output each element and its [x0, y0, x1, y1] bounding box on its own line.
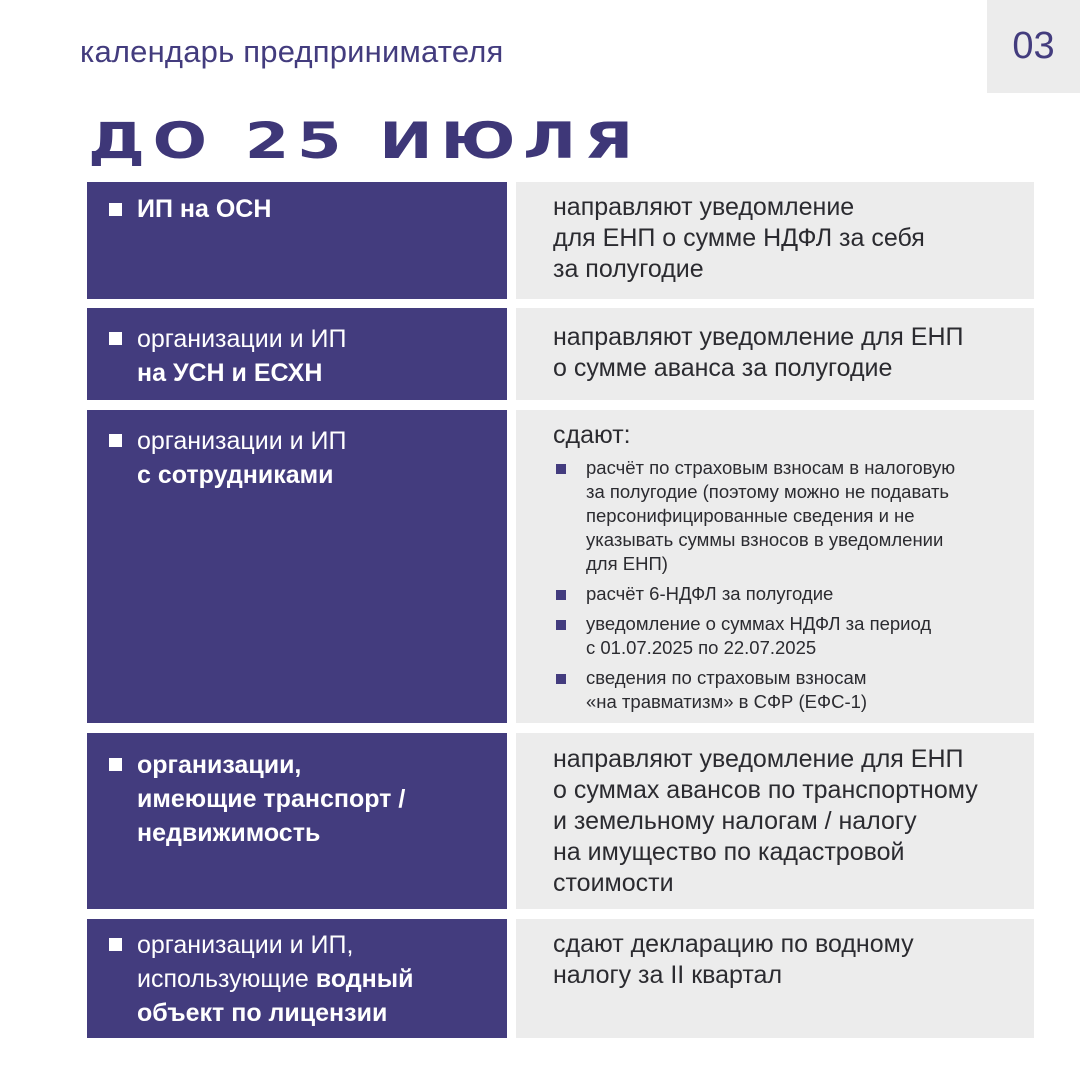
bullet-square-icon [109, 434, 122, 447]
category-cell [87, 308, 507, 400]
description-line: на имущество по кадастровой [553, 838, 905, 866]
page-number-box [987, 0, 1080, 93]
table-row [87, 919, 1034, 1038]
category-text [137, 322, 495, 390]
category-bold: объект по лицензии [137, 999, 388, 1027]
list-item-line: указывать суммы взносов в уведомлении [586, 529, 944, 550]
category-text [137, 748, 495, 850]
category-bold: ИП на ОСН [137, 195, 272, 223]
description-heading: сдают: [553, 421, 631, 449]
list-item [553, 612, 1022, 660]
description-text [553, 322, 1022, 384]
category-normal: использующие [137, 965, 316, 993]
description-text [553, 744, 1022, 899]
category-text [137, 424, 495, 492]
category-normal: организации и ИП [137, 325, 347, 353]
description-line: направляют уведомление [553, 193, 855, 221]
description-line: сдают декларацию по водному [553, 930, 914, 958]
description-cell [516, 308, 1034, 400]
list-item [553, 582, 1022, 606]
category-bold: водный [315, 965, 414, 993]
list-item-line: расчёт по страховым взносам в налоговую [586, 457, 956, 478]
bullet-square-icon [556, 464, 566, 474]
list-item-line: сведения по страховым взносам [586, 667, 867, 688]
list-item-line: уведомление о суммах НДФЛ за период [586, 613, 932, 634]
description-line: для ЕНП о сумме НДФЛ за себя [553, 224, 925, 252]
category-bold: имеющие транспорт / [137, 785, 406, 813]
list-item [553, 666, 1022, 714]
category-bold: на УСН и ЕСХН [137, 359, 323, 387]
bullet-square-icon [109, 938, 122, 951]
list-item-line: персонифицированные сведения и не [586, 505, 915, 526]
bullet-square-icon [109, 203, 122, 216]
main-title: ДО 25 ИЮЛЯ [88, 112, 641, 170]
category-bold: с сотрудниками [137, 461, 334, 489]
description-cell [516, 733, 1034, 909]
category-cell [87, 410, 507, 723]
list-item-line: расчёт 6-НДФЛ за полугодие [586, 583, 834, 604]
category-text [137, 928, 495, 1030]
list-item-line: с 01.07.2025 по 22.07.2025 [586, 637, 817, 658]
category-cell [87, 182, 507, 299]
description-cell [516, 410, 1034, 723]
description-line: и земельному налогам / налогу [553, 807, 917, 835]
category-text [137, 192, 495, 226]
category-cell [87, 733, 507, 909]
category-cell [87, 919, 507, 1038]
description-text [553, 192, 1022, 285]
description-line: о суммах авансов по транспортному [553, 776, 978, 804]
bullet-square-icon [556, 674, 566, 684]
description-line: направляют уведомление для ЕНП [553, 323, 964, 351]
category-mixed-line [137, 962, 495, 996]
table-row [87, 733, 1034, 909]
table-row [87, 182, 1034, 299]
bullet-square-icon [109, 332, 122, 345]
header-title: календарь предпринимателя [80, 34, 504, 69]
list-item [553, 456, 1022, 576]
description-cell [516, 182, 1034, 299]
bullet-square-icon [556, 590, 566, 600]
description-line: направляют уведомление для ЕНП [553, 745, 964, 773]
description-text [553, 929, 1022, 991]
bullet-square-icon [109, 758, 122, 771]
category-normal: организации и ИП [137, 427, 347, 455]
description-line: за полугодие [553, 255, 704, 283]
description-cell [516, 919, 1034, 1038]
list-item-line: за полугодие (поэтому можно не подавать [586, 481, 950, 502]
list-item-line: «на травматизм» в СФР (ЕФС-1) [586, 691, 868, 712]
table-row [87, 308, 1034, 400]
sub-list [553, 456, 1022, 720]
category-normal: организации и ИП, [137, 931, 354, 959]
description-line: о сумме аванса за полугодие [553, 354, 893, 382]
table-row [87, 410, 1034, 723]
page-number: 03 [1012, 25, 1055, 67]
description-line: налогу за II квартал [553, 961, 783, 989]
bullet-square-icon [556, 620, 566, 630]
category-bold: организации, [137, 751, 302, 779]
list-item-line: для ЕНП) [586, 553, 668, 574]
category-bold: недвижимость [137, 819, 321, 847]
description-line: стоимости [553, 869, 674, 897]
